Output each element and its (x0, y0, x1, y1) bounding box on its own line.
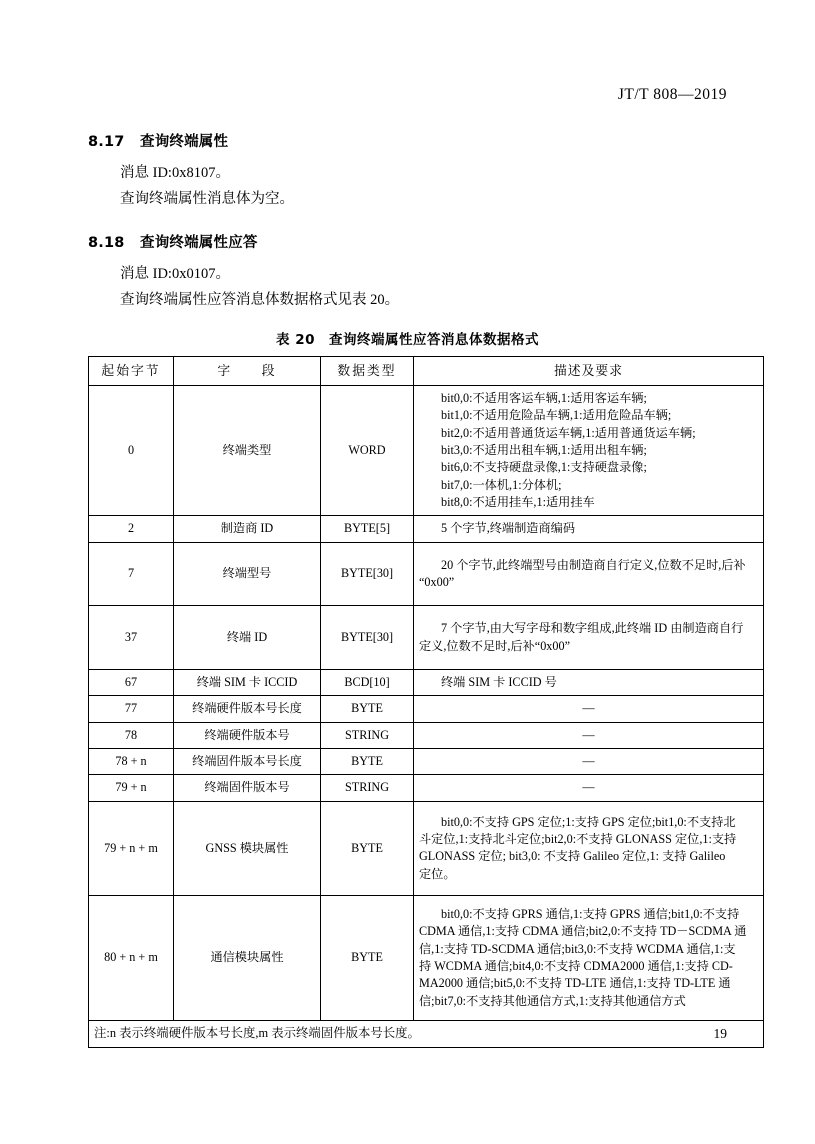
cell-description (414, 895, 764, 1020)
section-heading (88, 231, 727, 252)
cell-data-type: STRING (321, 722, 414, 748)
cell-data-type: BYTE (321, 748, 414, 774)
cell-description: — (414, 775, 764, 801)
table-row (89, 722, 764, 748)
desc-line: 终端 SIM 卡 ICCID 号 (441, 674, 557, 689)
column-header-data-type: 数据类型 (321, 356, 414, 385)
cell-start-byte: 78 (89, 722, 174, 748)
desc-line: MA2000 通信;bit5,0:不支持 TD-LTE 通信,1:支持 TD-LTE 通 (419, 976, 731, 991)
cell-field: 终端 SIM 卡 ICCID (174, 669, 321, 695)
cell-data-type: BYTE (321, 801, 414, 895)
standard-id: JT/T 808—2019 (617, 86, 727, 103)
desc-line: bit6,0:不支持硬盘录像,1:支持硬盘录像; (441, 460, 647, 475)
cell-data-type: BYTE[30] (321, 542, 414, 606)
desc-line: bit2,0:不适用普通货运车辆,1:适用普通货运车辆; (441, 425, 696, 440)
table-note: 注:n 表示终端硬件版本号长度,m 表示终端固件版本号长度。 (89, 1020, 764, 1047)
cell-data-type: BYTE[5] (321, 516, 414, 542)
paragraph: 消息 ID:0x8107。 (120, 165, 230, 181)
cell-start-byte: 78 + n (89, 748, 174, 774)
desc-line: bit7,0:一体机,1:分体机; (441, 477, 562, 492)
paragraph: 查询终端属性消息体为空。 (120, 191, 294, 208)
table-row (89, 801, 764, 895)
table-note-row (89, 1020, 764, 1047)
cell-field: 终端类型 (174, 386, 321, 516)
page-number: 19 (713, 1026, 727, 1041)
cell-start-byte: 7 (89, 542, 174, 606)
cell-data-type: BYTE (321, 696, 414, 722)
section-number: 8.17 (88, 134, 125, 150)
column-header-description: 描述及要求 (414, 356, 764, 385)
cell-description (414, 801, 764, 895)
cell-description: — (414, 722, 764, 748)
table-caption: 表 20 查询终端属性应答消息体数据格式 (276, 331, 539, 348)
cell-field: 终端硬件版本号长度 (174, 696, 321, 722)
desc-line: bit0,0:不适用客运车辆,1:适用客运车辆; (441, 391, 647, 406)
cell-start-byte: 77 (89, 696, 174, 722)
cell-data-type: STRING (321, 775, 414, 801)
desc-line: bit8,0:不适用挂车,1:适用挂车 (441, 495, 595, 509)
cell-description (414, 606, 764, 670)
desc-line: 持 WCDMA 通信;bit4,0:不支持 CDMA2000 通信,1:支持 CD- (419, 958, 733, 973)
cell-description: — (414, 748, 764, 774)
desc-line: 定义,位数不足时,后补“0x00” (419, 638, 570, 653)
table-row (89, 386, 764, 516)
section-number: 8.18 (88, 234, 125, 251)
cell-description: — (414, 696, 764, 722)
cell-description (414, 542, 764, 606)
desc-line: bit0,0:不支持 GPS 定位;1:支持 GPS 定位;bit1,0:不支持北 (441, 814, 736, 829)
cell-data-type: BYTE[30] (321, 606, 414, 670)
table-row (89, 606, 764, 670)
page-content (88, 130, 747, 1048)
table-row (89, 516, 764, 542)
cell-field: 终端固件版本号长度 (174, 748, 321, 774)
cell-field: 制造商 ID (174, 516, 321, 542)
cell-start-byte: 79 + n (89, 775, 174, 801)
section-8-18 (88, 231, 727, 312)
desc-line: bit0,0:不支持 GPRS 通信,1:支持 GPRS 通信;bit1,0:不支持 (441, 906, 740, 921)
terminal-attribute-table (88, 356, 764, 1048)
cell-start-byte: 2 (89, 516, 174, 542)
table-row (89, 542, 764, 606)
desc-line: 信,1:支持 TD-SCDMA 通信;bit3,0:不支持 WCDMA 通信,1:支 (419, 941, 736, 956)
table-row (89, 696, 764, 722)
cell-start-byte: 0 (89, 386, 174, 516)
cell-field: 终端硬件版本号 (174, 722, 321, 748)
paragraph: 查询终端属性应答消息体数据格式见表 20。 (120, 292, 400, 309)
column-header-field: 字 段 (174, 356, 321, 385)
cell-start-byte: 37 (89, 606, 174, 670)
paragraph: 消息 ID:0x0107。 (120, 265, 230, 282)
desc-line: “0x00” (419, 574, 455, 589)
section-8-17 (88, 130, 727, 211)
cell-start-byte: 80 + n + m (89, 895, 174, 1020)
desc-line: bit3,0:不适用出租车辆,1:适用出租车辆; (441, 443, 647, 458)
table-header-row (89, 356, 764, 385)
cell-start-byte: 67 (89, 669, 174, 695)
cell-description (414, 386, 764, 516)
column-header-start-byte: 起始字节 (89, 356, 174, 385)
desc-line: bit1,0:不适用危险品车辆,1:适用危险品车辆; (441, 408, 672, 423)
table-row (89, 748, 764, 774)
desc-line: CDMA 通信,1:支持 CDMA 通信;bit2,0:不支持 TD－SCDMA 通 (419, 924, 747, 939)
cell-field: 终端 ID (174, 606, 321, 670)
desc-line: 信;bit7,0:不支持其他通信方式,1:支持其他通信方式 (419, 993, 686, 1008)
cell-start-byte: 79 + n + m (89, 801, 174, 895)
page-header (618, 86, 727, 104)
cell-field: 终端固件版本号 (174, 775, 321, 801)
desc-line: 5 个字节,终端制造商编码 (441, 521, 576, 536)
desc-line: 20 个字节,此终端型号由制造商自行定义,位数不足时,后补 (441, 557, 746, 572)
cell-field: GNSS 模块属性 (174, 801, 321, 895)
cell-data-type: WORD (321, 386, 414, 516)
table-row (89, 775, 764, 801)
desc-line: 定位。 (419, 866, 456, 881)
cell-data-type: BCD[10] (321, 669, 414, 695)
section-heading (88, 130, 727, 151)
cell-data-type: BYTE (321, 895, 414, 1020)
desc-line: 斗定位,1:支持北斗定位;bit2,0:不支持 GLONASS 定位,1:支持 (419, 831, 737, 846)
desc-line: 7 个字节,由大写字母和数字组成,此终端 ID 由制造商自行 (441, 621, 744, 636)
table-row (89, 895, 764, 1020)
table-row (89, 669, 764, 695)
desc-line: GLONASS 定位; bit3,0: 不支持 Galileo 定位,1: 支持 Galileo (419, 849, 726, 864)
cell-field: 通信模块属性 (174, 895, 321, 1020)
section-title: 查询终端属性应答 (140, 234, 258, 251)
section-title: 查询终端属性 (140, 134, 229, 150)
cell-field: 终端型号 (174, 542, 321, 606)
table-body (89, 386, 764, 1047)
cell-description (414, 669, 764, 695)
cell-description (414, 516, 764, 542)
